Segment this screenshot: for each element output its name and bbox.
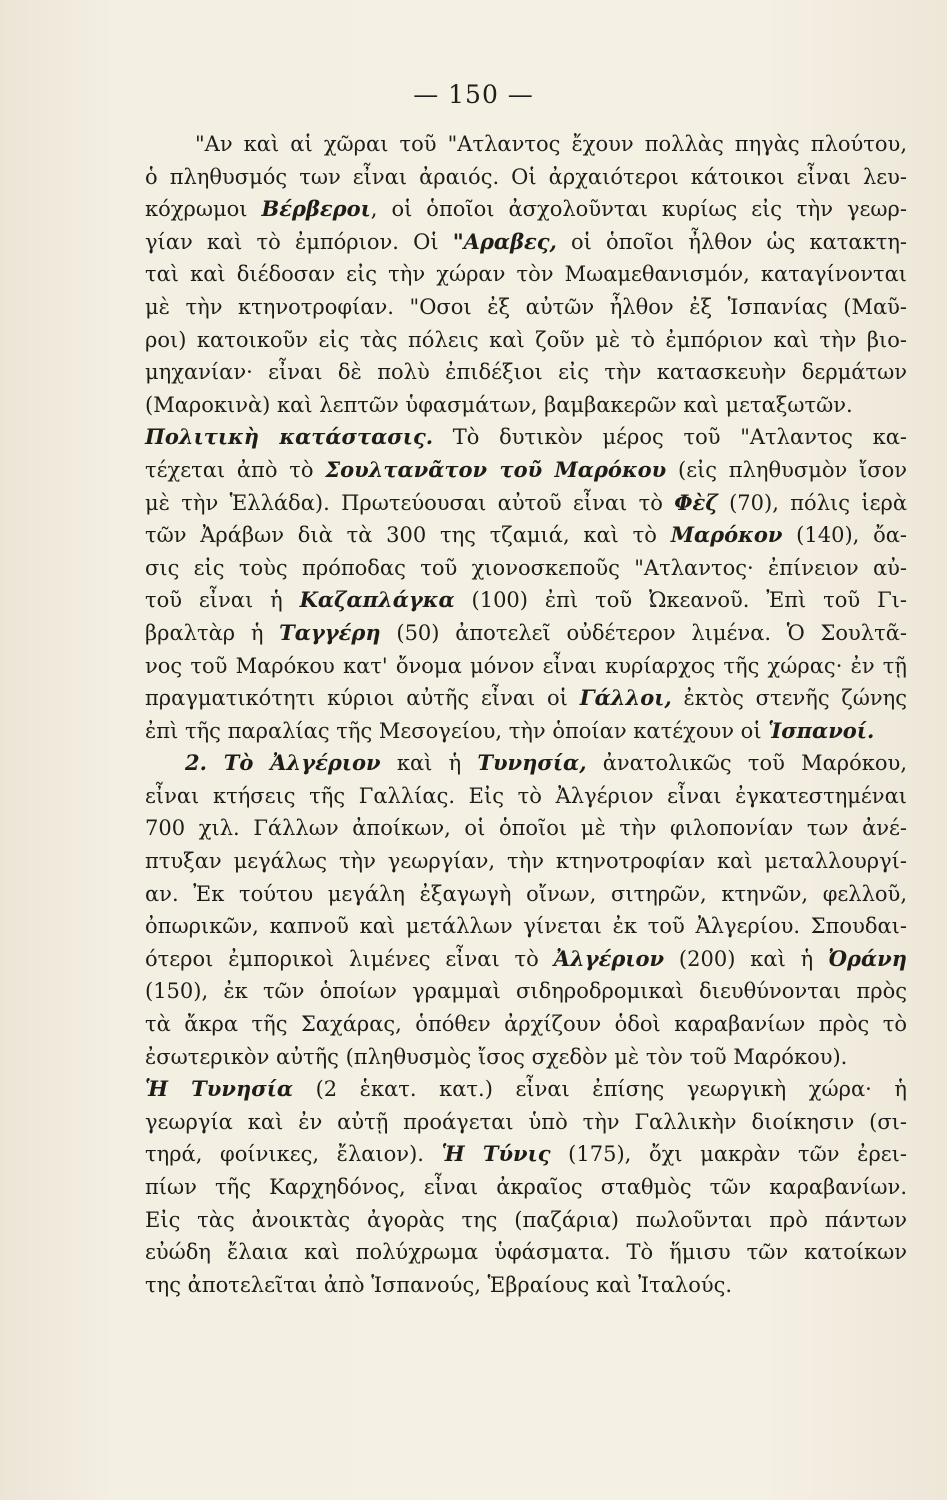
text-segment: (εἰς πληθυσμὸν ἴσον <box>666 457 908 482</box>
text-line <box>145 324 907 357</box>
text-line <box>145 1041 907 1074</box>
text-segment: τέχεται ἀπὸ τὸ <box>145 457 326 482</box>
text-segment: οἱ ὁποῖοι ἦλθον ὡς κατακτη- <box>556 229 907 254</box>
text-segment: γεωργία καὶ ἐν αὐτῇ προάγεται ὑπὸ τὴν Γαλλικὴν διοίκησιν (σι- <box>145 1109 907 1134</box>
text-line <box>145 356 907 389</box>
text-line <box>145 454 907 487</box>
text-segment: (50) ἀποτελεῖ οὐδέτερον λιμένα. Ὁ Σουλτᾶ- <box>380 620 907 645</box>
text-segment: ἀνατολικῶς τοῦ Μαρόκου, <box>586 751 907 776</box>
text-segment: ἐκτὸς στενῆς ζώνης <box>671 686 908 711</box>
text-line <box>145 1171 907 1204</box>
text-segment: (200) καὶ ἡ <box>664 946 829 971</box>
text-line <box>145 291 907 324</box>
text-segment: πραγματικότητι κύριοι αὐτῆς εἶναι οἱ <box>145 686 580 711</box>
text-line <box>145 910 907 943</box>
emphasized-term: Μαρόκον <box>670 522 783 548</box>
emphasized-term: Ἀλγέριον <box>553 945 665 971</box>
emphasized-term: 2. Τὸ Ἀλγέριον <box>185 750 381 776</box>
text-segment: (150), ἐκ τῶν ὁποίων γραμμαὶ σιδηροδρομικαὶ διευθύνονται πρὸς <box>145 979 907 1004</box>
text-segment: τηρά, φοίνικες, ἔλαιον). <box>145 1142 442 1167</box>
text-line <box>145 1106 907 1139</box>
text-segment: κόχρωμοι <box>145 197 262 222</box>
text-line <box>145 1269 907 1302</box>
text-segment: μὲ τὴν κτηνοτροφίαν. "Οσοι ἐξ αὐτῶν ἦλθον ἐξ Ἱσπανίας (Μαῦ- <box>145 294 907 319</box>
text-line <box>145 975 907 1008</box>
text-segment: (Μαροκινὰ) καὶ λεπτῶν ὑφασμάτων, βαμβακερῶν καὶ μεταξωτῶν. <box>145 392 853 417</box>
text-line <box>145 617 907 650</box>
text-segment: ὀπωρικῶν, καπνοῦ καὶ μετάλλων γίνεται ἐκ τοῦ Ἀλγερίου. Σπουδαι- <box>145 914 907 939</box>
text-segment: τοῦ εἶναι ἡ <box>145 588 300 613</box>
text-segment: εἶναι κτήσεις τῆς Γαλλίας. Εἰς τὸ Ἀλγέριον εἶναι ἐγκατεστημέναι <box>145 783 907 808</box>
text-segment: , οἱ ὁποῖοι ἀσχολοῦνται κυρίως εἰς τὴν γεωρ- <box>370 197 907 222</box>
text-segment: (175), ὄχι μακρὰν τῶν ἐρει- <box>550 1142 907 1167</box>
text-segment: (70), πόλις ἱερὰ <box>717 490 907 515</box>
text-segment: τῶν Ἀράβων διὰ τὰ 300 της τζαμιά, καὶ τὸ <box>145 523 671 548</box>
text-line <box>145 1236 907 1269</box>
emphasized-term: Καζαπλάγκα <box>299 587 455 613</box>
text-line <box>145 845 907 878</box>
text-segment: αν. Ἐκ τούτου μεγάλη ἐξαγωγὴ οἴνων, σιτηρῶν, κτηνῶν, φελλοῦ, <box>145 881 907 906</box>
text-segment: ἐσωτερικὸν αὐτῆς (πληθυσμὸς ἴσος σχεδὸν μὲ τὸν τοῦ Μαρόκου). <box>145 1044 848 1069</box>
text-line <box>145 812 907 845</box>
text-line <box>145 161 907 194</box>
text-line <box>145 193 907 226</box>
text-segment: μὲ τὴν Ἑλλάδα). Πρωτεύουσαι αὐτοῦ εἶναι τὸ <box>145 490 675 515</box>
emphasized-term: "Αραβες, <box>452 228 557 254</box>
text-line <box>145 715 907 748</box>
text-segment: καὶ ἡ <box>380 751 478 776</box>
text-segment: ταὶ καὶ διέδοσαν εἰς τὴν χώραν τὸν Μωαμεθανισμόν, καταγίνονται <box>145 262 907 287</box>
emphasized-term: Ἡ Τύνις <box>441 1141 551 1167</box>
text-segment: σις εἰς τοὺς πρόποδας τοῦ χιονοσκεποῦς "Ατλαντος· ἐπίνειον αὐ- <box>145 555 907 580</box>
text-line <box>145 747 907 780</box>
text-segment: νος τοῦ Μαρόκου κατ' ὄνομα μόνον εἶναι κυρίαρχος τῆς χώρας· ἐν τῇ <box>145 653 907 678</box>
emphasized-term: Σουλτανᾶτον τοῦ Μαρόκου <box>325 456 667 482</box>
text-segment: (100) ἐπὶ τοῦ Ὠκεανοῦ. Ἐπὶ τοῦ Γι- <box>454 588 907 613</box>
text-segment: τὰ ἄκρα τῆς Σαχάρας, ὁπόθεν ἀρχίζουν ὁδοὶ καραβανίων πρὸς τὸ <box>145 1012 907 1037</box>
text-segment: εὐώδη ἔλαια καὶ πολύχρωμα ὑφάσματα. Τὸ ἥμισυ τῶν κατοίκων <box>145 1240 907 1265</box>
text-segment: Τὸ δυτικὸν μέρος τοῦ "Ατλαντος κα- <box>433 425 907 450</box>
text-segment: (2 ἑκατ. κατ.) εἶναι ἐπίσης γεωργικὴ χώρα· ἡ <box>293 1077 907 1102</box>
text-segment: Εἰς τὰς ἀνοικτὰς ἀγορὰς της (παζάρια) πωλοῦνται πρὸ πάντων <box>145 1207 907 1232</box>
text-segment: γίαν καὶ τὸ ἐμπόριον. Οἱ <box>145 229 453 254</box>
text-line <box>145 650 907 683</box>
emphasized-term: Βέρβεροι <box>261 196 371 222</box>
text-segment: ροι) κατοικοῦν εἰς τὰς πόλεις καὶ ζοῦν μὲ τὸ ἐμπόριον καὶ τὴν βιο- <box>145 327 907 352</box>
text-line <box>145 1008 907 1041</box>
text-segment: πίων τῆς Καρχηδόνος, εἶναι ἀκραῖος σταθμὸς τῶν καραβανίων. <box>145 1175 907 1199</box>
text-line <box>145 1204 907 1237</box>
text-segment: βραλτὰρ ἡ <box>145 620 280 645</box>
text-segment: μηχανίαν· εἶναι δὲ πολὺ ἐπιδέξιοι εἰς τὴν κατασκευὴν δερμάτων <box>145 360 907 385</box>
text-line <box>145 226 907 259</box>
text-line <box>145 552 907 585</box>
text-line <box>145 519 907 552</box>
text-segment: 700 χιλ. Γάλλων ἀποίκων, οἱ ὁποῖοι μὲ τὴν φιλοπονίαν των ἀνέ- <box>145 816 907 841</box>
text-line <box>145 258 907 291</box>
text-line <box>145 943 907 976</box>
text-line <box>145 487 907 520</box>
emphasized-term: Ἱσπανοί. <box>768 717 875 743</box>
text-segment: "Αν καὶ αἱ χῶραι τοῦ "Ατλαντος ἔχουν πολλὰς πηγὰς πλούτου, <box>195 132 907 156</box>
text-line <box>145 1138 907 1171</box>
text-line <box>145 421 907 454</box>
text-line <box>145 1073 907 1106</box>
text-segment: ὁ πληθυσμός των εἶναι ἀραιός. Οἱ ἀρχαιότεροι κάτοικοι εἶναι λευ- <box>145 164 907 189</box>
text-line <box>145 128 907 161</box>
text-line <box>145 584 907 617</box>
text-segment: πτυξαν μεγάλως τὴν γεωργίαν, τὴν κτηνοτροφίαν καὶ μεταλλουργί- <box>145 849 907 874</box>
emphasized-term: Πολιτικὴ κατάστασις. <box>145 424 434 450</box>
text-line <box>145 682 907 715</box>
emphasized-term: Φὲζ <box>674 489 718 515</box>
emphasized-term: Ἡ Τυνησία <box>145 1076 294 1102</box>
text-line <box>145 878 907 911</box>
text-segment: της ἀποτελεῖται ἀπὸ Ἱσπανούς, Ἑβραίους καὶ Ἰταλούς. <box>145 1272 733 1297</box>
emphasized-term: Ὀράνη <box>828 945 908 971</box>
page-number: — 150 — <box>413 80 534 109</box>
text-segment: (140), ὄα- <box>782 523 907 548</box>
text-line <box>145 780 907 813</box>
text-segment: ἐπὶ τῆς παραλίας τῆς Μεσογείου, τὴν ὁποίαν κατέχουν οἱ <box>145 718 769 743</box>
body-text <box>145 128 907 1301</box>
text-segment: ότεροι ἐμπορικοὶ λιμένες εἶναι τὸ <box>145 946 554 971</box>
emphasized-term: Ταγγέρη <box>279 619 381 645</box>
emphasized-term: Γάλλοι, <box>579 685 672 711</box>
text-line <box>145 389 907 422</box>
emphasized-term: Τυνησία, <box>477 750 587 776</box>
